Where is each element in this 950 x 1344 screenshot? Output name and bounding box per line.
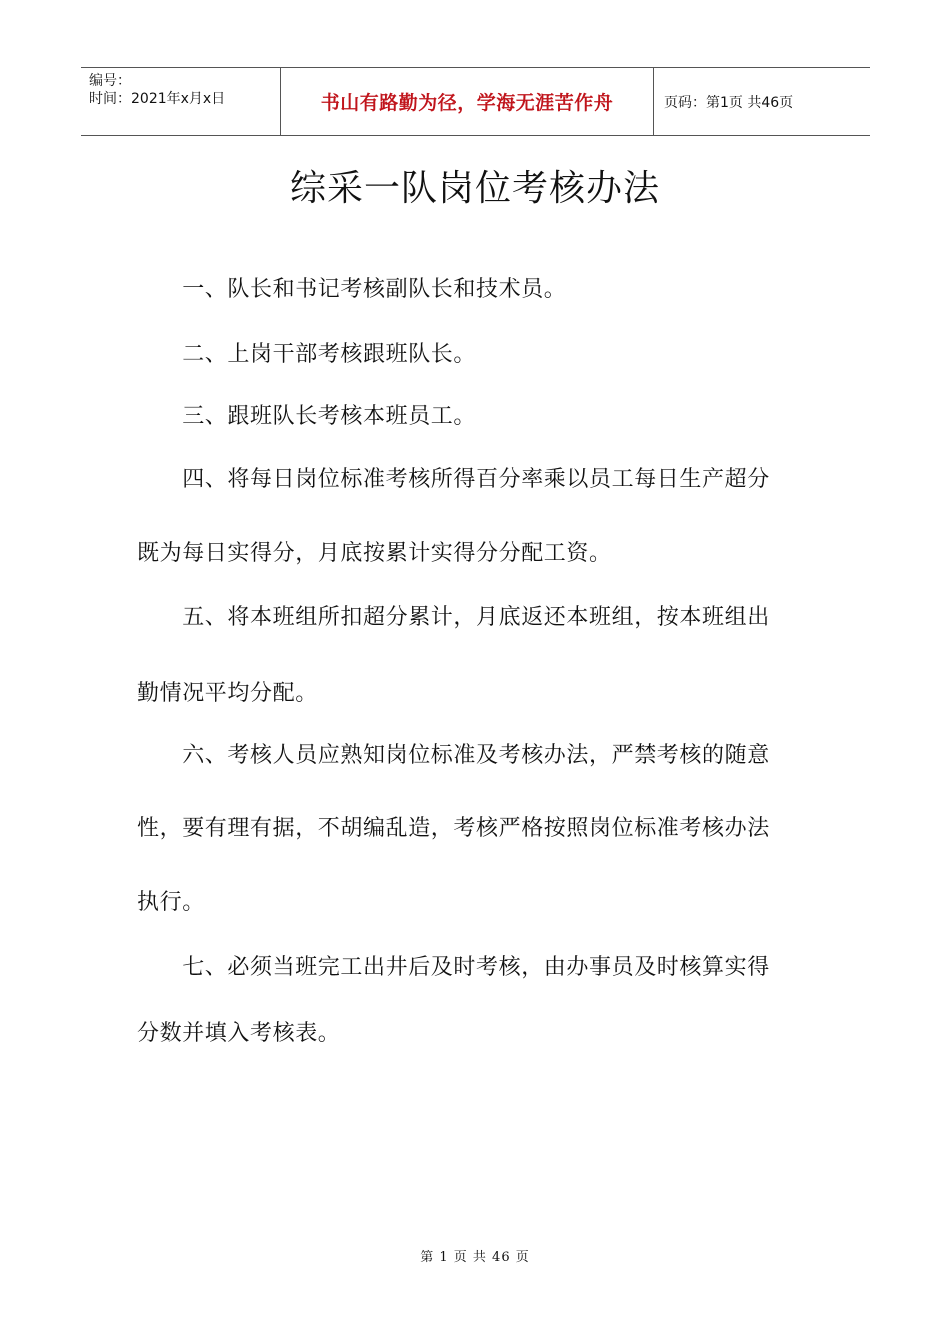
document-header <box>81 67 870 136</box>
date-label: 时间：2021年x月x日 <box>89 91 226 107</box>
header-meta-cell <box>81 68 281 135</box>
body-line: 执行。 <box>137 890 205 915</box>
header-motto-cell <box>281 68 654 135</box>
body-line: 四、将每日岗位标准考核所得百分率乘以员工每日生产超分 <box>137 467 770 492</box>
body-line: 既为每日实得分，月底按累计实得分分配工资。 <box>137 541 612 566</box>
body-line: 性，要有理有据，不胡编乱造，考核严格按照岗位标准考核办法 <box>137 816 770 841</box>
body-line: 分数并填入考核表。 <box>137 1021 341 1046</box>
header-page-cell <box>654 68 870 135</box>
body-line: 七、必须当班完工出井后及时考核，由办事员及时核算实得 <box>137 955 770 980</box>
body-line: 三、跟班队长考核本班员工。 <box>137 404 477 429</box>
document-title: 综采一队岗位考核办法 <box>289 168 660 209</box>
body-line: 六、考核人员应熟知岗位标准及考核办法，严禁考核的随意 <box>137 743 770 768</box>
serial-number-label: 编号： <box>89 73 131 89</box>
motto-text: 书山有路勤为径，学海无涯苦作舟 <box>320 92 614 114</box>
body-line: 一、队长和书记考核副队长和技术员。 <box>137 277 567 302</box>
body-line: 勤情况平均分配。 <box>137 681 318 706</box>
page-footer: 第 1 页 共 46 页 <box>420 1250 530 1265</box>
page-info: 页码：第1页 共46页 <box>664 94 794 111</box>
body-line: 五、将本班组所扣超分累计，月底返还本班组，按本班组出 <box>137 605 770 630</box>
body-line: 二、上岗干部考核跟班队长。 <box>137 342 477 367</box>
